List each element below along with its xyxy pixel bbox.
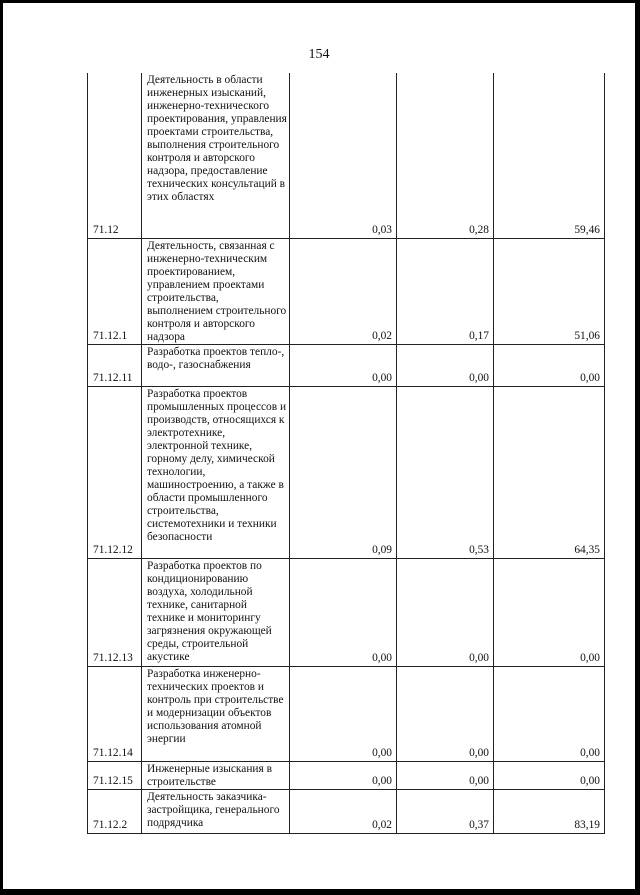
row-value-3: 64,35 bbox=[494, 386, 605, 558]
row-name: Деятельность заказчика-застройщика, генерального подрядчика bbox=[142, 789, 290, 833]
table-row bbox=[88, 666, 605, 761]
row-value-1: 0,00 bbox=[290, 558, 397, 666]
row-name: Разработка проектов промышленных процессов и производств, относящихся к электротехнике, электронной технике, горному делу, химической технологии, машиностроению, а также в области промышленного строительства, системотехники и техники безопасности bbox=[142, 386, 290, 558]
row-value-1: 0,03 bbox=[290, 73, 397, 238]
row-value-2: 0,37 bbox=[397, 789, 494, 833]
row-value-1: 0,00 bbox=[290, 344, 397, 386]
row-code: 71.12.13 bbox=[88, 558, 142, 666]
row-code: 71.12 bbox=[88, 73, 142, 238]
row-value-1: 0,00 bbox=[290, 666, 397, 761]
row-value-3: 0,00 bbox=[494, 761, 605, 789]
row-name: Деятельность, связанная с инженерно-техническим проектированием, управлением проектами строительства, выполнением строительного контроля и авторского надзора bbox=[142, 238, 290, 344]
row-name: Разработка проектов тепло-, водо-, газоснабжения bbox=[142, 344, 290, 386]
row-value-2: 0,00 bbox=[397, 558, 494, 666]
row-value-2: 0,17 bbox=[397, 238, 494, 344]
page-number: 154 bbox=[308, 47, 330, 62]
row-code: 71.12.12 bbox=[88, 386, 142, 558]
row-value-3: 59,46 bbox=[494, 73, 605, 238]
row-value-2: 0,00 bbox=[397, 761, 494, 789]
table-row bbox=[88, 344, 605, 386]
row-value-2: 0,00 bbox=[397, 666, 494, 761]
row-value-1: 0,02 bbox=[290, 789, 397, 833]
data-table bbox=[87, 73, 605, 834]
table-row bbox=[88, 761, 605, 789]
row-value-2: 0,53 bbox=[397, 386, 494, 558]
row-value-3: 51,06 bbox=[494, 238, 605, 344]
row-value-3: 0,00 bbox=[494, 558, 605, 666]
row-name: Инженерные изыскания в строительстве bbox=[142, 761, 290, 789]
row-value-1: 0,02 bbox=[290, 238, 397, 344]
row-name: Разработка инженерно-технических проектов и контроль при строительстве и модернизации объектов использования атомной энергии bbox=[142, 666, 290, 761]
table-row bbox=[88, 238, 605, 344]
row-name: Деятельность в области инженерных изысканий, инженерно-технического проектирования, управления проектами строительства, выполнения строительного контроля и авторского надзора, предоставление технических консультаций в этих областях bbox=[142, 73, 290, 238]
row-code: 71.12.11 bbox=[88, 344, 142, 386]
row-code: 71.12.2 bbox=[88, 789, 142, 833]
row-value-3: 83,19 bbox=[494, 789, 605, 833]
row-value-2: 0,00 bbox=[397, 344, 494, 386]
row-value-3: 0,00 bbox=[494, 666, 605, 761]
table-row bbox=[88, 386, 605, 558]
row-name: Разработка проектов по кондиционированию воздуха, холодильной технике, санитарной технике и мониторингу загрязнения окружающей среды, строительной акустике bbox=[142, 558, 290, 666]
row-code: 71.12.14 bbox=[88, 666, 142, 761]
table-row bbox=[88, 558, 605, 666]
row-value-2: 0,28 bbox=[397, 73, 494, 238]
row-value-1: 0,00 bbox=[290, 761, 397, 789]
table-row bbox=[88, 789, 605, 833]
table-row bbox=[88, 73, 605, 238]
document-page bbox=[3, 3, 635, 889]
row-value-3: 0,00 bbox=[494, 344, 605, 386]
row-value-1: 0,09 bbox=[290, 386, 397, 558]
row-code: 71.12.1 bbox=[88, 238, 142, 344]
row-code: 71.12.15 bbox=[88, 761, 142, 789]
